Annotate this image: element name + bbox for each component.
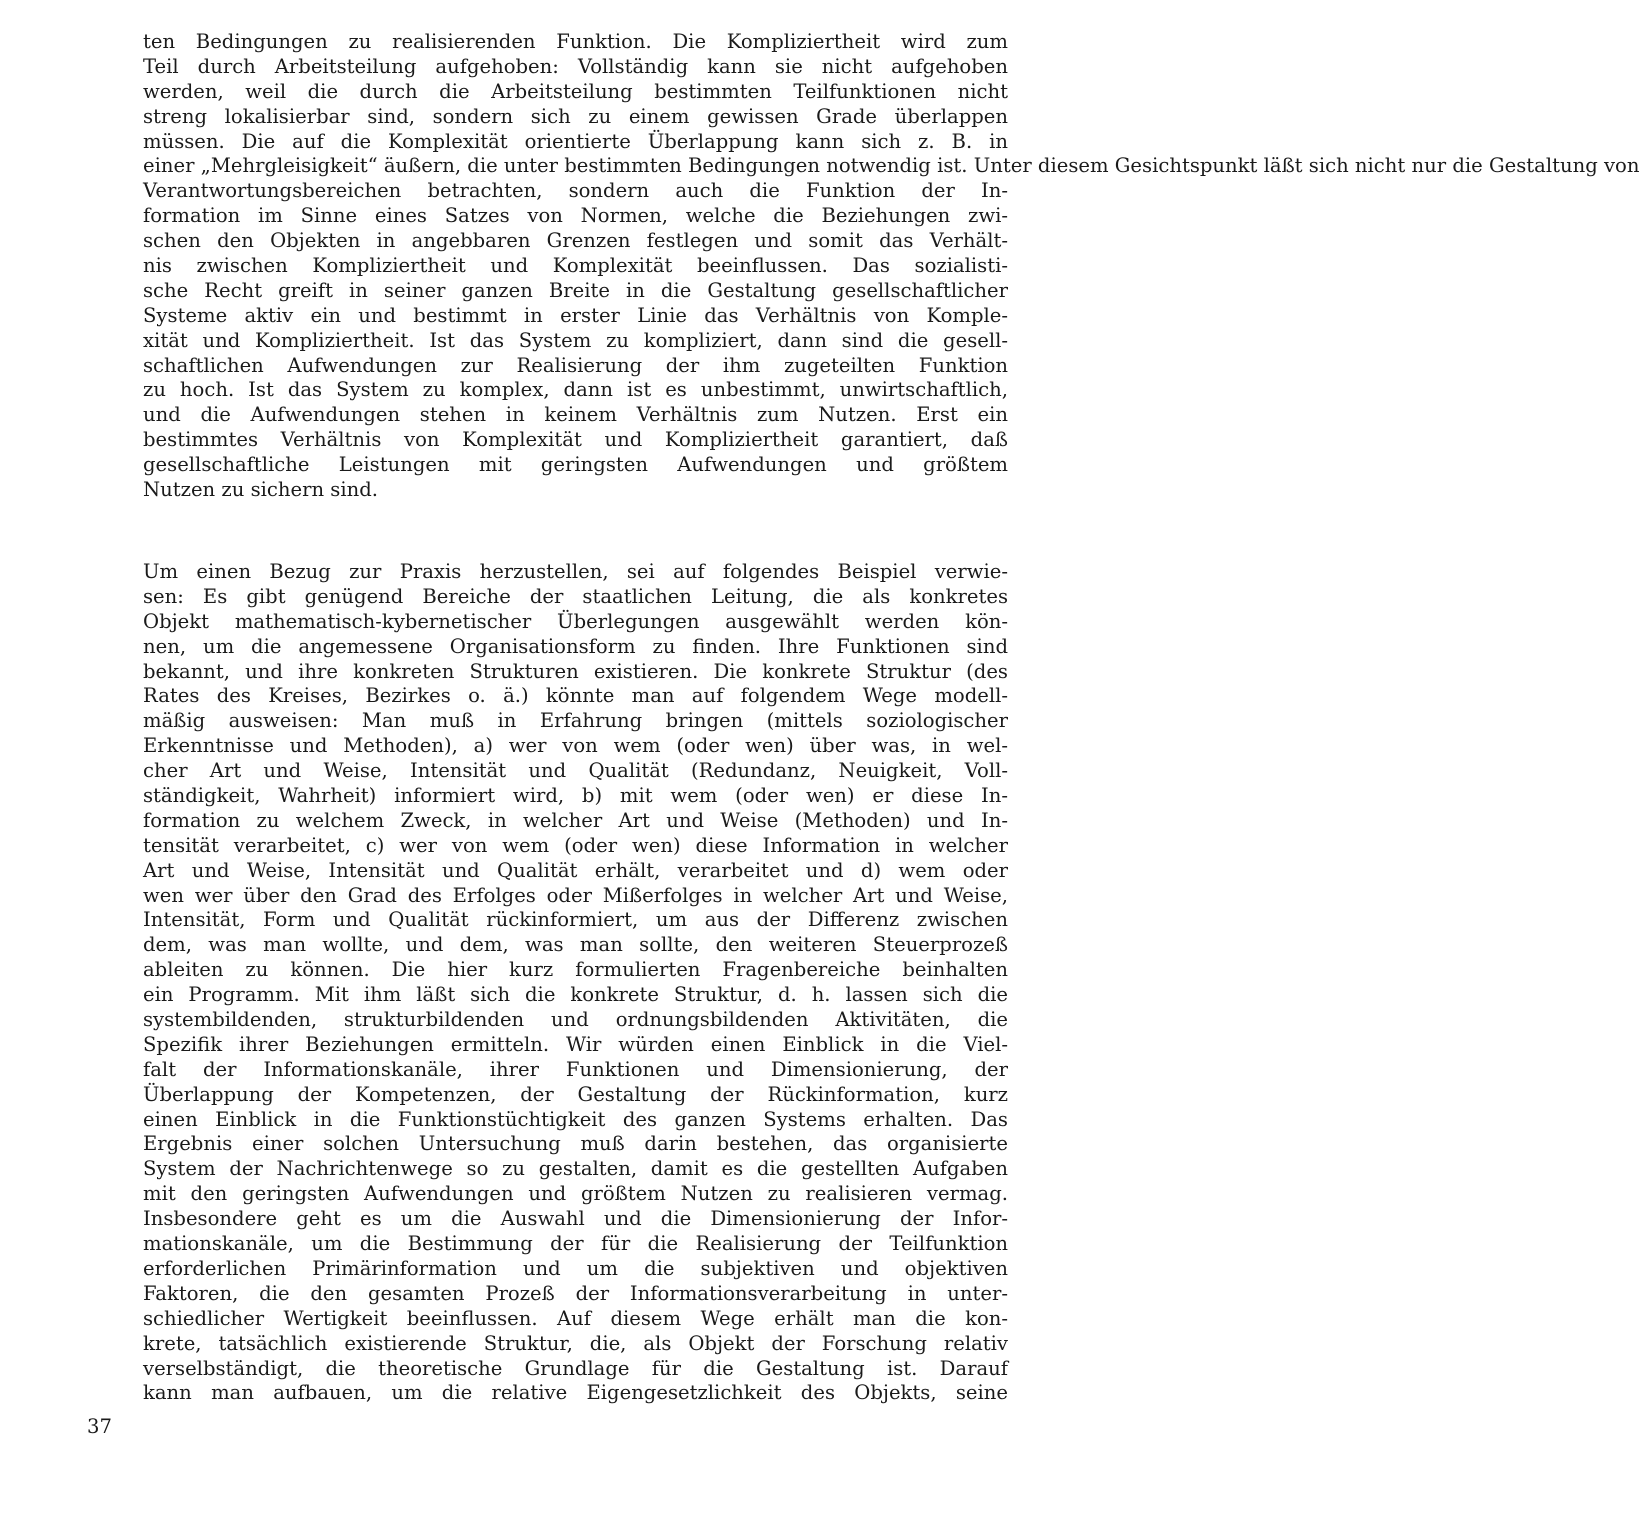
text-line: xität und Kompliziertheit. Ist das System zu kompliziert, dann sind die gesell- [143,328,1008,352]
text-line: verselbständigt, die theoretische Grundlage für die Gestaltung ist. Darauf [143,1356,1008,1380]
text-line: einer „Mehrgleisigkeit“ äußern, die unter bestimmten Bedingungen notwendig ist. Unter diesem Gesichtspunkt läßt sich nicht nur die Gestaltung von [143,154,1639,178]
text-line: Art und Weise, Intensität und Qualität erhält, verarbeitet und d) wem oder [143,858,1008,882]
text-line: formation im Sinne eines Satzes von Normen, welche die Beziehungen zwi- [143,204,1008,228]
text-line: bekannt, und ihre konkreten Strukturen existieren. Die konkrete Struktur (des [143,659,1008,683]
paragraph-1 [143,30,1639,503]
text-line: kann man aufbauen, um die relative Eigengesetzlichkeit des Objekts, seine [143,1381,1008,1405]
text-line: formation zu welchem Zweck, in welcher Art und Weise (Methoden) und In- [143,808,1008,832]
text-line: Intensität, Form und Qualität rückinformiert, um aus der Differenz zwischen [143,908,1008,932]
text-line: Um einen Bezug zur Praxis herzustellen, sei auf folgendes Beispiel verwie- [143,560,1008,583]
text-line: systembildenden, strukturbildenden und ordnungsbildenden Aktivitäten, die [143,1008,1008,1032]
text-line: nis zwischen Kompliziertheit und Komplexität beeinflussen. Das sozialisti- [143,254,1008,278]
text-line: schaftlichen Aufwendungen zur Realisierung der ihm zugeteilten Funktion [143,353,1008,377]
text-line: bestimmtes Verhältnis von Komplexität und Kompliziertheit garantiert, daß [143,428,1008,452]
text-line: cher Art und Weise, Intensität und Qualität (Redundanz, Neuigkeit, Voll- [143,759,1008,783]
text-line: mationskanäle, um die Bestimmung der für die Realisierung der Teilfunktion [143,1232,1008,1256]
text-line: Teil durch Arbeitsteilung aufgehoben: Vollständig kann sie nicht aufgehoben [143,54,1008,78]
text-line: krete, tatsächlich existierende Struktur, die, als Objekt der Forschung relativ [143,1331,1008,1355]
paragraph-2 [143,560,1008,1406]
text-line: Ergebnis einer solchen Untersuchung muß darin bestehen, das organisierte [143,1132,1008,1156]
text-line: Spezifik ihrer Beziehungen ermitteln. Wir würden einen Einblick in die Viel- [143,1032,1008,1056]
text-line: ten Bedingungen zu realisierenden Funktion. Die Kompliziertheit wird zum [143,30,1008,53]
text-line: ständigkeit, Wahrheit) informiert wird, b) mit wem (oder wen) er diese In- [143,784,1008,808]
text-line: Rates des Kreises, Bezirkes o. ä.) könnte man auf folgendem Wege modell- [143,684,1008,708]
text-line: streng lokalisierbar sind, sondern sich zu einem gewissen Grade überlappen [143,104,1008,128]
text-line: mit den geringsten Aufwendungen und größtem Nutzen zu realisieren vermag. [143,1182,1008,1206]
text-line: falt der Informationskanäle, ihrer Funktionen und Dimensionierung, der [143,1057,1008,1081]
text-line: schiedlicher Wertigkeit beeinflussen. Auf diesem Wege erhält man die kon- [143,1306,1008,1330]
text-line: Systeme aktiv ein und bestimmt in erster Linie das Verhältnis von Komple- [143,303,1008,327]
text-line: erforderlichen Primärinformation und um die subjektiven und objektiven [143,1256,1008,1280]
text-line: sen: Es gibt genügend Bereiche der staatlichen Leitung, die als konkretes [143,584,1008,608]
text-line: zu hoch. Ist das System zu komplex, dann ist es unbestimmt, unwirtschaftlich, [143,378,1008,402]
text-line: nen, um die angemessene Organisationsform zu finden. Ihre Funktionen sind [143,634,1008,658]
text-line: Verantwortungsbereichen betrachten, sondern auch die Funktion der In- [143,179,1008,203]
text-line: Erkenntnisse und Methoden), a) wer von wem (oder wen) über was, in wel- [143,734,1008,758]
text-line: mäßig ausweisen: Man muß in Erfahrung bringen (mittels soziologischer [143,709,1008,733]
page-number: 37 [87,1415,112,1438]
text-line: müssen. Die auf die Komplexität orientierte Überlappung kann sich z. B. in [143,129,1008,153]
text-line: werden, weil die durch die Arbeitsteilung bestimmten Teilfunktionen nicht [143,79,1008,103]
text-line: ableiten zu können. Die hier kurz formulierten Fragenbereiche beinhalten [143,958,1008,982]
text-line: schen den Objekten in angebbaren Grenzen festlegen und somit das Verhält- [143,229,1008,253]
text-line: dem, was man wollte, und dem, was man sollte, den weiteren Steuerprozeß [143,933,1008,957]
text-line: Nutzen zu sichern sind. [143,478,379,502]
text-line: ein Programm. Mit ihm läßt sich die konkrete Struktur, d. h. lassen sich die [143,983,1008,1007]
text-line: sche Recht greift in seiner ganzen Breite in die Gestaltung gesellschaftlicher [143,278,1008,302]
text-line: und die Aufwendungen stehen in keinem Verhältnis zum Nutzen. Erst ein [143,403,1008,427]
text-line: wen wer über den Grad des Erfolges oder Mißerfolges in welcher Art und Weise, [143,883,1008,907]
text-line: System der Nachrichtenwege so zu gestalten, damit es die gestellten Aufgaben [143,1157,1008,1181]
text-line: Faktoren, die den gesamten Prozeß der Informationsverarbeitung in unter- [143,1281,1008,1305]
text-line: Überlappung der Kompetenzen, der Gestaltung der Rückinformation, kurz [143,1082,1008,1106]
text-line: gesellschaftliche Leistungen mit geringsten Aufwendungen und größtem [143,453,1008,477]
text-line: Insbesondere geht es um die Auswahl und die Dimensionierung der Infor- [143,1207,1008,1231]
text-line: einen Einblick in die Funktionstüchtigkeit des ganzen Systems erhalten. Das [143,1107,1008,1131]
text-line: Objekt mathematisch-kybernetischer Überlegungen ausgewählt werden kön- [143,609,1008,633]
text-line: tensität verarbeitet, c) wer von wem (oder wen) diese Information in welcher [143,833,1008,857]
